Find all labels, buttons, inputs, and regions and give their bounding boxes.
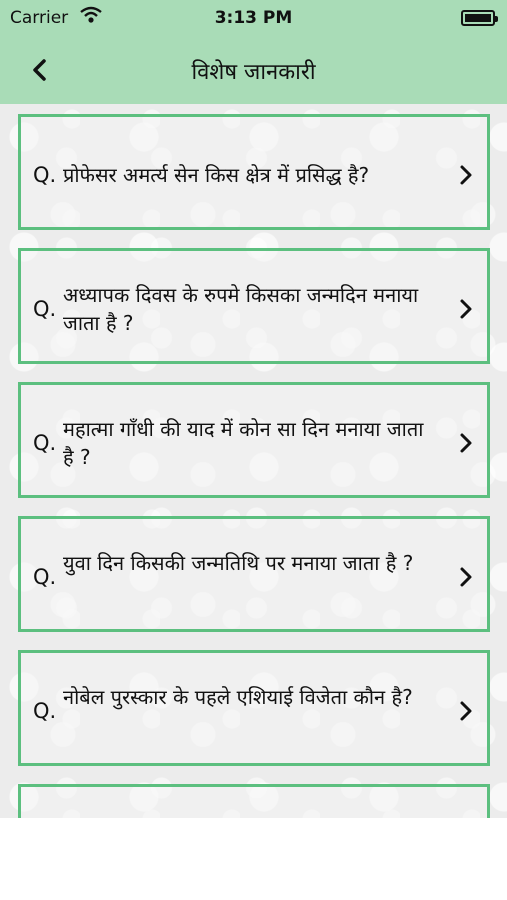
question-item[interactable]: [18, 114, 490, 230]
question-item[interactable]: [18, 516, 490, 632]
chevron-right-icon: [459, 432, 473, 454]
question-prefix: Q.: [33, 699, 57, 723]
chevron-right-icon: [459, 164, 473, 186]
question-item[interactable]: [18, 650, 490, 766]
page-title: विशेष जानकारी: [191, 60, 316, 85]
chevron-right-icon: [459, 298, 473, 320]
question-text: नोबेल पुरस्कार के पहले एशियाई विजेता कौन है?: [63, 685, 413, 709]
question-prefix: Q.: [33, 565, 57, 589]
question-prefix: Q.: [33, 163, 57, 187]
question-prefix: Q.: [33, 431, 57, 455]
battery-icon: [461, 10, 495, 26]
question-text: युवा दिन किसकी जन्मतिथि पर मनाया जाता है ?: [63, 551, 414, 575]
question-item[interactable]: [18, 248, 490, 364]
question-text: अध्यापक दिवस के रुपमे किसका जन्मदिन मनाया जाता है ?: [63, 283, 419, 335]
bottom-area: [0, 818, 507, 900]
question-list[interactable]: [0, 104, 507, 818]
question-text: महात्मा गाँधी की याद में कोन सा दिन मनाया जाता है ?: [63, 417, 424, 469]
question-item[interactable]: [18, 382, 490, 498]
question-text: प्रोफेसर अमर्त्य सेन किस क्षेत्र में प्रसिद्ध है?: [63, 163, 370, 187]
status-bar: [0, 0, 507, 36]
clock: 3:13 PM: [214, 8, 293, 28]
chevron-right-icon: [459, 566, 473, 588]
carrier-label: Carrier: [10, 8, 69, 28]
navigation-bar: [0, 36, 507, 104]
question-item-partial[interactable]: [18, 784, 490, 818]
question-prefix: Q.: [33, 297, 57, 321]
header: [0, 0, 507, 104]
chevron-right-icon: [459, 700, 473, 722]
